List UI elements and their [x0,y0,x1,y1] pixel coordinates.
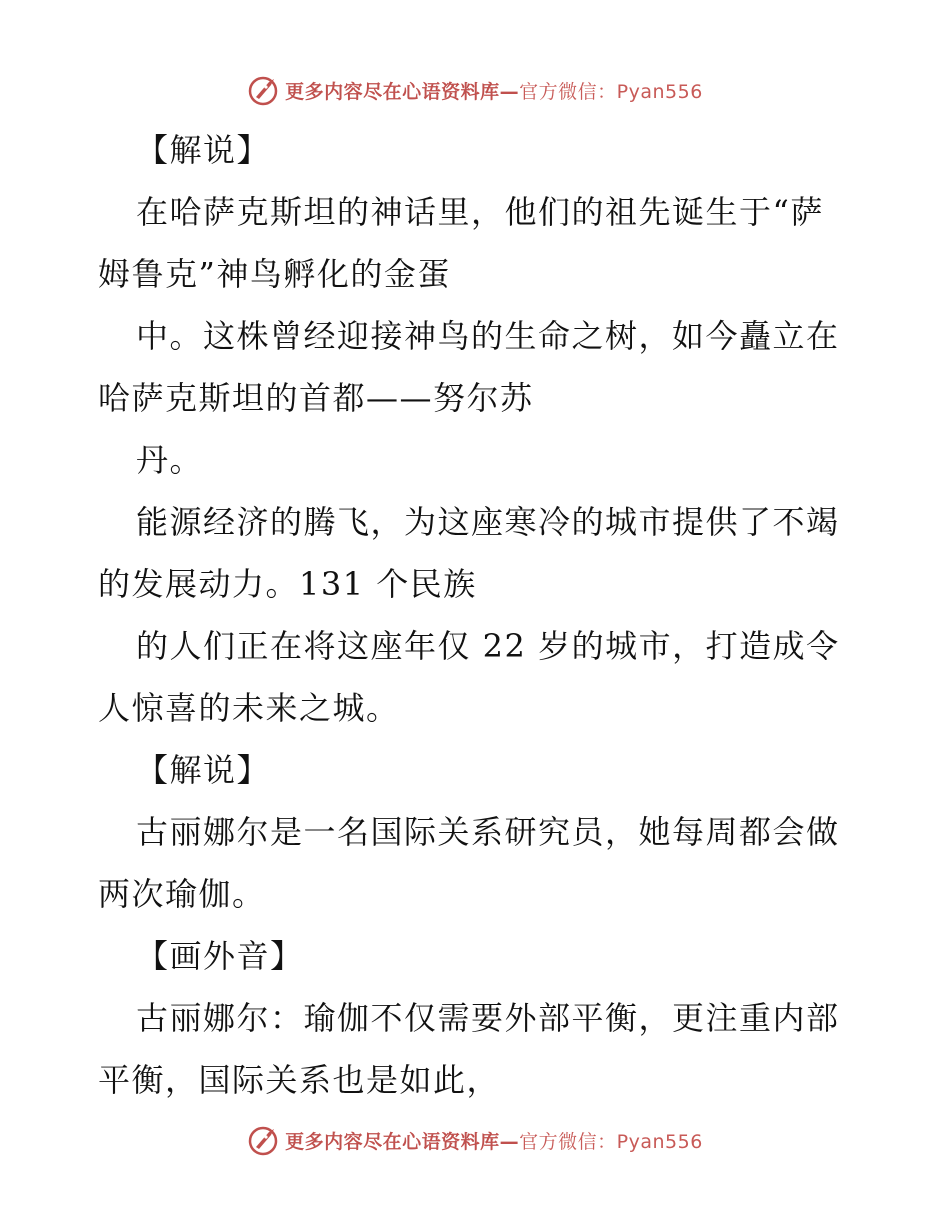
pen-nib-logo-icon [247,1123,281,1157]
watermark-wechat: 官方微信：Pyan556 [519,1130,703,1153]
watermark-dash: — [499,80,520,103]
text-line: 古丽娜尔：瑜伽不仅需要外部平衡，更注重内部 [136,999,840,1037]
section-heading: 【画外音】 [136,937,304,975]
pen-nib-logo-icon [247,73,281,107]
footer-watermark-banner [0,1120,950,1160]
text-line: 丹。 [136,441,204,479]
text-line: 能源经济的腾飞，为这座寒冷的城市提供了不竭 [136,503,840,541]
text-line: 古丽娜尔是一名国际关系研究员，她每周都会做 [136,813,840,851]
text-line: 哈萨克斯坦的首都——努尔苏 [98,379,534,417]
text-line: 平衡，国际关系也是如此， [98,1061,501,1099]
text-line: 在哈萨克斯坦的神话里，他们的祖先诞生于“萨 [136,193,824,231]
text-line: 两次瑜伽。 [98,875,266,913]
document-body [98,120,858,1112]
watermark-site: 更多内容尽在心语资料库 [285,80,500,103]
watermark-wechat: 官方微信：Pyan556 [519,80,703,103]
text-line: 姆鲁克”神鸟孵化的金蛋 [98,255,451,293]
section-heading: 【解说】 [136,131,271,169]
section-heading: 【解说】 [136,751,271,789]
watermark-text [285,77,703,104]
header-watermark-banner [0,70,950,110]
watermark-text [285,1127,703,1154]
text-line: 的人们正在将这座年仅 22 岁的城市，打造成令 [136,627,840,665]
watermark-site: 更多内容尽在心语资料库 [285,1130,500,1153]
text-line: 人惊喜的未来之城。 [98,689,400,727]
text-line: 的发展动力。131 个民族 [98,565,477,603]
text-line: 中。这株曾经迎接神鸟的生命之树，如今矗立在 [136,317,840,355]
watermark-dash: — [499,1130,520,1153]
